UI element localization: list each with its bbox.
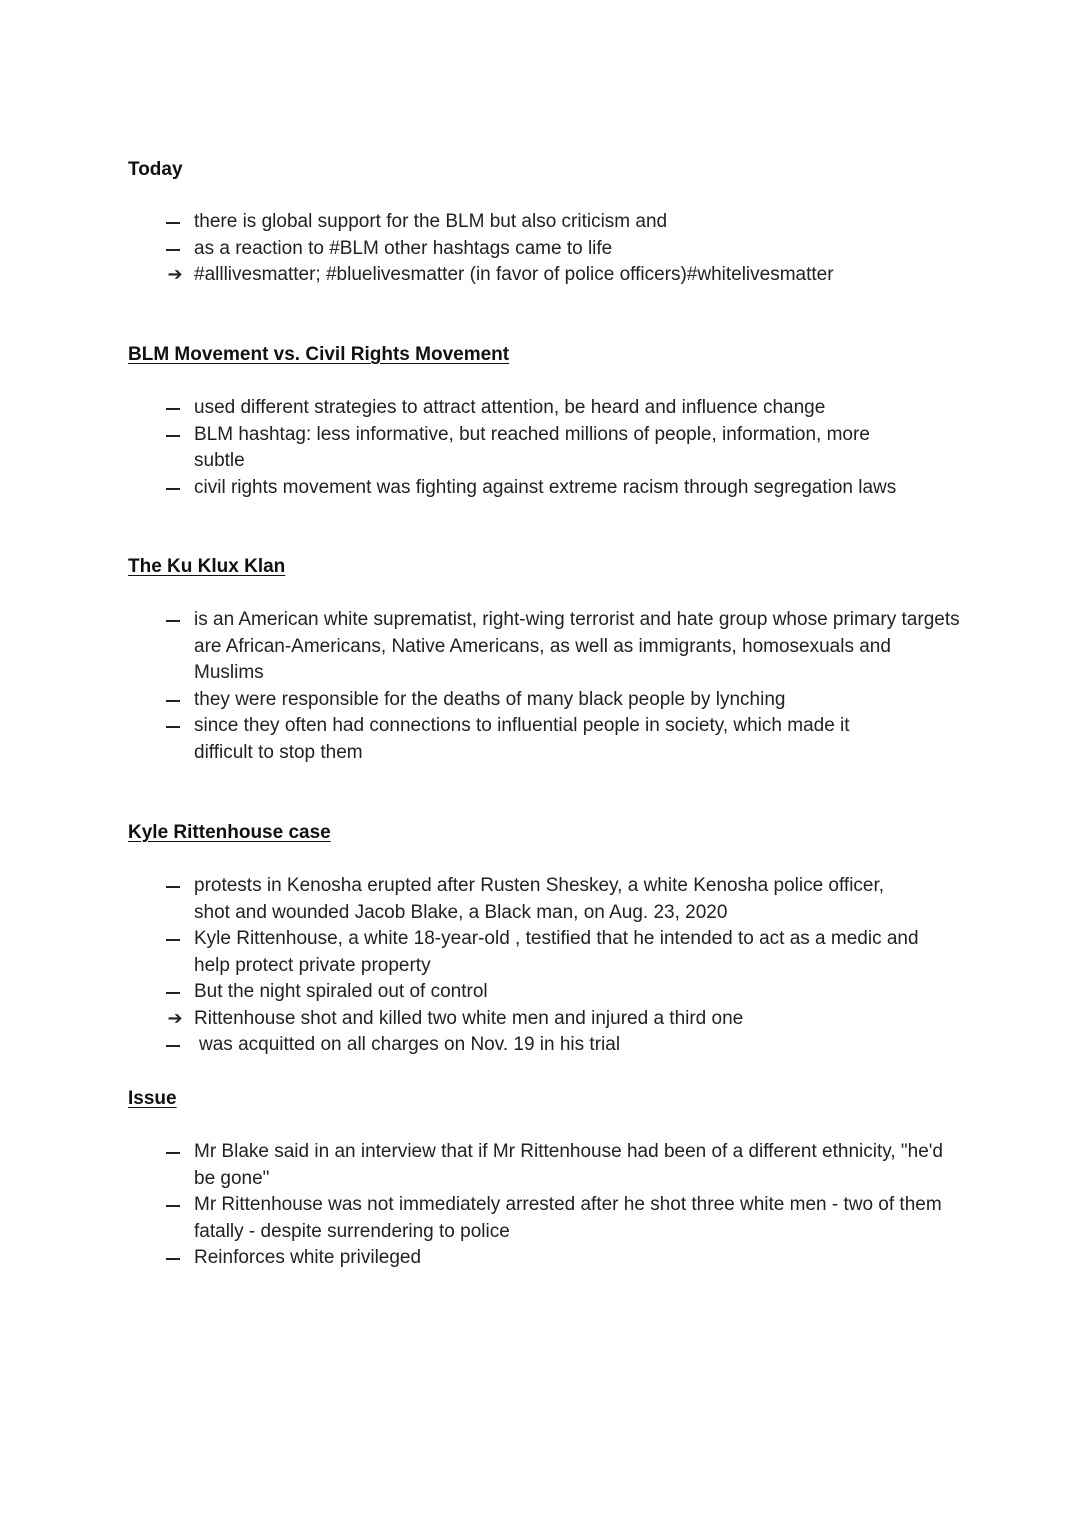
- arrow-right-icon: ➔: [167, 1007, 183, 1029]
- heading-today: Today: [128, 159, 183, 180]
- list-item: ➔ #alllivesmatter; #bluelivesmatter (in favor of police officers)#whitelivesmatter: [160, 262, 960, 289]
- list-item: there is global support for the BLM but also criticism and: [194, 211, 668, 232]
- list-item: BLM hashtag: less informative, but reached millions of people, information, more subtle: [194, 423, 870, 471]
- list-item: is an American white suprematist, right-wing terrorist and hate group whose primary targets are African-Americans, Native Americans, as well as immigrants, homosexuals and Muslims: [194, 609, 960, 683]
- list-item: ➔ Rittenhouse shot and killed two white men and injured a third one: [160, 1006, 960, 1033]
- list-item: Kyle Rittenhouse, a white 18-year-old , testified that he intended to act as a medic and help protect private property: [194, 928, 919, 976]
- list-item: Mr Blake said in an interview that if Mr Rittenhouse had been of a different ethnicity, "he'd be gone": [194, 1141, 943, 1189]
- list-item: Mr Rittenhouse was not immediately arrested after he shot three white men - two of them fatally - despite surrendering to police: [194, 1194, 942, 1242]
- arrow-right-icon: ➔: [167, 264, 183, 285]
- list-item: was acquitted on all charges on Nov. 19 in his trial: [199, 1034, 621, 1055]
- list-today: [160, 209, 960, 289]
- list-item: as a reaction to #BLM other hashtags came to life: [194, 237, 613, 259]
- heading-ku-klux-klan: The Ku Klux Klan: [128, 556, 286, 577]
- list-ku-klux-klan: [160, 607, 960, 766]
- list-blm-vs-civil-rights: [160, 395, 960, 501]
- list-item: civil rights movement was fighting against extreme racism through segregation laws: [194, 476, 897, 498]
- list-item: they were responsible for the deaths of many black people by lynching: [194, 688, 786, 710]
- list-item: protests in Kenosha erupted after Rusten Sheskey, a white Kenosha police officer, shot and wounded Jacob Blake, a Black man, on Aug. 23, 2020: [194, 875, 885, 923]
- list-kyle-rittenhouse-case: [160, 873, 960, 1059]
- list-item: since they often had connections to influential people in society, which made it difficult to stop them: [194, 715, 850, 763]
- heading-blm-vs-civil-rights: BLM Movement vs. Civil Rights Movement: [128, 344, 510, 365]
- list-item: used different strategies to attract attention, be heard and influence change: [194, 397, 826, 418]
- heading-kyle-rittenhouse-case: Kyle Rittenhouse case: [128, 822, 331, 843]
- list-item: Reinforces white privileged: [194, 1247, 422, 1268]
- list-issue: [160, 1139, 960, 1272]
- heading-issue: Issue: [128, 1088, 177, 1109]
- list-item: But the night spiraled out of control: [194, 981, 488, 1002]
